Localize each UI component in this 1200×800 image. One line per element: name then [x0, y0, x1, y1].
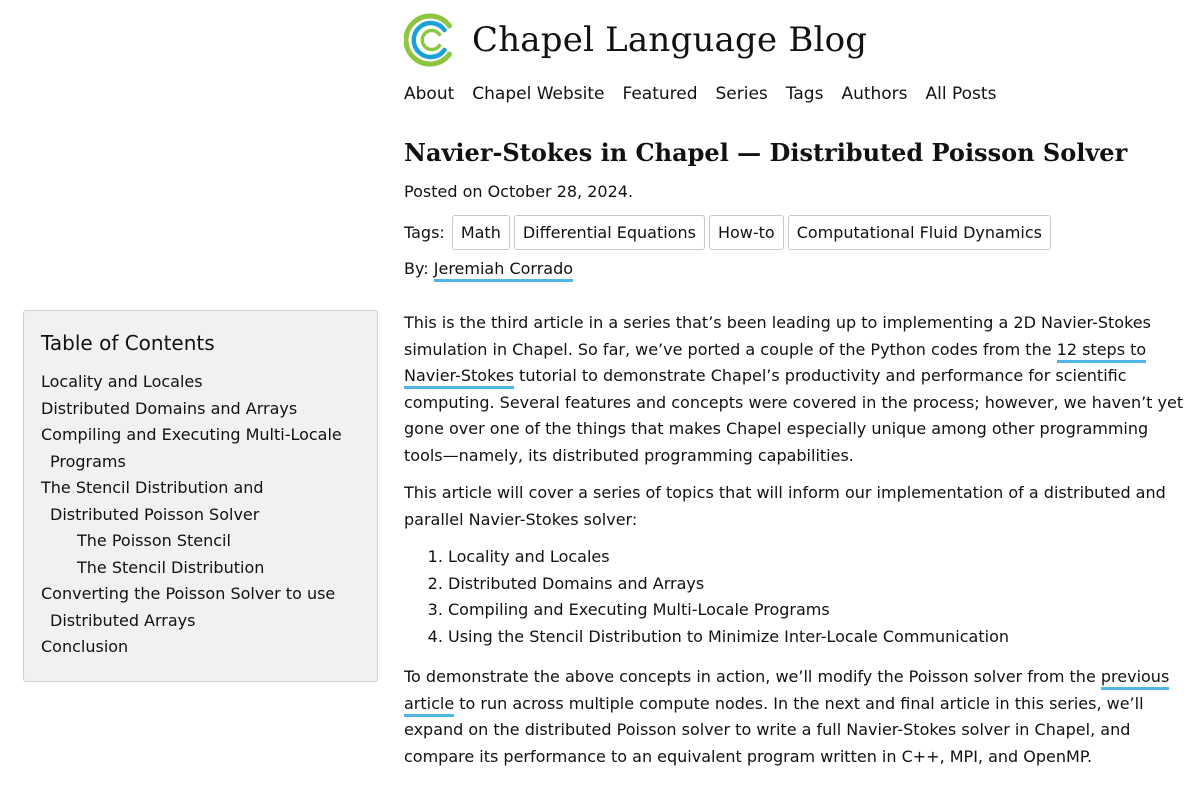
tag-how-to[interactable]: How-to [709, 215, 784, 250]
post-title: Navier-Stokes in Chapel — Distributed Poisson Solver [404, 138, 1128, 167]
plan-text-start: To demonstrate the above concepts in action, we’ll modify the Poisson solver from the [404, 667, 1101, 686]
tags-label: Tags: [404, 223, 445, 242]
nav-tags[interactable]: Tags [785, 84, 824, 104]
article-body [404, 310, 1184, 781]
tag-math[interactable]: Math [452, 215, 510, 250]
toc-item-poisson-stencil[interactable]: The Poisson Stencil [77, 531, 231, 550]
nav-authors[interactable]: Authors [841, 84, 908, 104]
intro-text-start: This is the third article in a series that’s been leading up to implementing a 2D Navier-Stokes simulation in Chapel. So far, we’ve ported a couple of the Python codes from the [404, 313, 1151, 359]
toc-title: Table of Contents [41, 331, 215, 355]
nav-featured[interactable]: Featured [622, 84, 698, 104]
toc-item-conclusion[interactable]: Conclusion [41, 637, 129, 656]
list-item: 4. Using the Stencil Distribution to Minimize Inter-Locale Communication [448, 624, 1184, 651]
table-of-contents [23, 310, 378, 682]
site-nav [404, 84, 996, 104]
plan-paragraph [404, 664, 1184, 770]
nav-series[interactable]: Series [715, 84, 768, 104]
toc-item-compiling[interactable] [41, 422, 361, 475]
post-tags [404, 215, 1051, 250]
toc-item-converting[interactable] [41, 581, 361, 634]
byline [404, 259, 573, 278]
nav-about[interactable]: About [404, 84, 455, 104]
list-item: 1. Locality and Locales [448, 544, 1184, 571]
post-date: Posted on October 28, 2024. [404, 182, 634, 201]
list-item: 3. Compiling and Executing Multi-Locale Programs [448, 597, 1184, 624]
previous-article-link[interactable]: previous article [404, 667, 1169, 717]
author-link[interactable]: Jeremiah Corrado [434, 259, 573, 282]
chapel-logo-icon[interactable] [404, 12, 460, 68]
toc-item-the-stencil-distribution[interactable]: The Stencil Distribution [77, 557, 265, 577]
intro-paragraph [404, 310, 1184, 469]
toc-item-stencil-line2: Distributed Poisson Solver [50, 504, 260, 524]
intro-text-end: tutorial to demonstrate Chapel’s productivity and performance for scientific computing. Several features and concepts were covered in the process; however, we haven’t yet gone over one of the things that makes Chapel especially unique among other programming tools—namely, its distributed programming capabilities. [404, 366, 1184, 465]
plan-text-end: to run across multiple compute nodes. In the next and final article in this series, we’ll expand on the distributed Poisson solver to write a full Navier-Stokes solver in Chapel, and compare its performance to an equivalent program written in C++, MPI, and OpenMP. [404, 693, 1144, 766]
twelve-steps-link[interactable]: 12 steps to Navier-Stokes [404, 340, 1146, 390]
toc-item-stencil-distribution[interactable] [41, 475, 361, 528]
site-header [404, 12, 867, 68]
overview-paragraph: This article will cover a series of topics that will inform our implementation of a distributed and parallel Navier-Stokes solver: [404, 483, 1166, 529]
by-label: By: [404, 259, 429, 278]
toc-item-stencil-line1: The Stencil Distribution and [41, 478, 264, 497]
toc-item-locality[interactable]: Locality and Locales [41, 372, 203, 391]
toc-item-compiling-line1: Compiling and Executing Multi-Locale [41, 425, 342, 444]
toc-item-converting-line1: Converting the Poisson Solver to use [41, 584, 336, 603]
site-title[interactable]: Chapel Language Blog [472, 20, 868, 60]
toc-item-distributed-domains[interactable]: Distributed Domains and Arrays [41, 398, 298, 418]
nav-chapel-website[interactable]: Chapel Website [472, 84, 605, 104]
nav-all-posts[interactable]: All Posts [925, 84, 997, 104]
list-item: 2. Distributed Domains and Arrays [448, 571, 1184, 598]
tag-differential-equations[interactable]: Differential Equations [514, 215, 705, 250]
toc-item-compiling-line2: Programs [50, 451, 126, 471]
topics-list [404, 544, 1184, 650]
toc-item-converting-line2: Distributed Arrays [50, 610, 196, 630]
tag-computational-fluid-dynamics[interactable]: Computational Fluid Dynamics [788, 215, 1051, 250]
